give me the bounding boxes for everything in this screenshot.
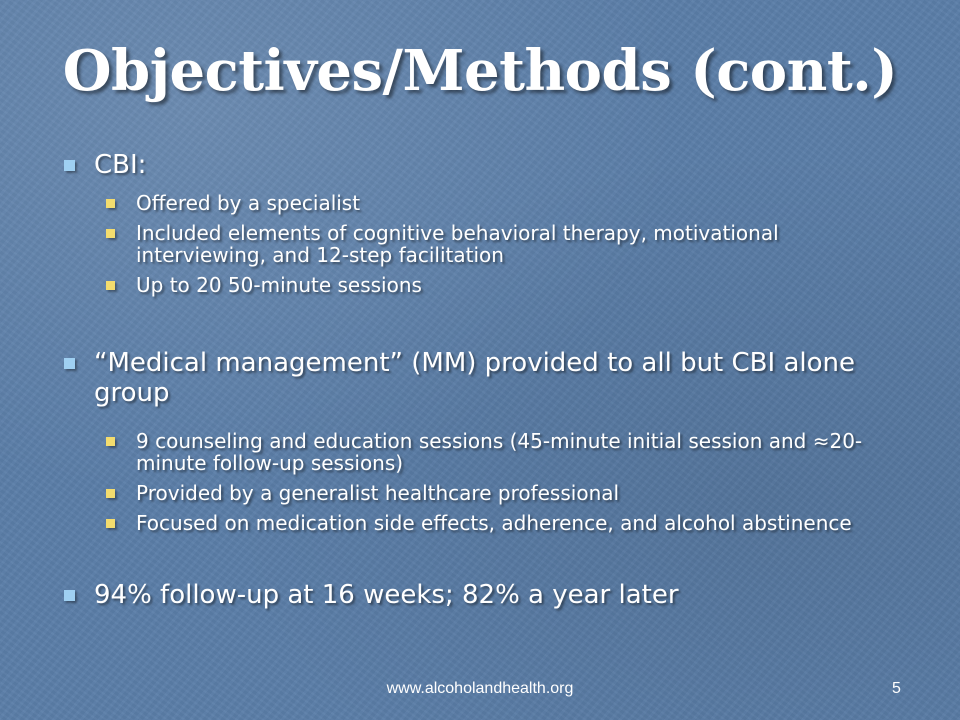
sub-bullet-text: Focused on medication side effects, adherence, and alcohol abstinence — [136, 511, 852, 535]
sub-bullet — [106, 430, 914, 474]
sub-bullet-text: 9 counseling and education sessions (45-minute initial session and ≈20-minute follow-up sessions) — [136, 429, 863, 475]
sub-bullet-text: Provided by a generalist healthcare professional — [136, 481, 620, 505]
page-number: 5 — [892, 680, 901, 697]
footer-url: www.alcoholandhealth.org — [386, 680, 574, 697]
square-bullet-icon — [106, 199, 115, 208]
bullet-cbi — [64, 150, 914, 180]
square-bullet-icon — [106, 281, 115, 290]
square-bullet-icon — [106, 489, 115, 498]
sub-bullet-text: Up to 20 50-minute sessions — [136, 273, 422, 297]
square-bullet-icon — [106, 229, 115, 238]
slide-content — [64, 150, 914, 610]
square-bullet-icon — [106, 437, 115, 446]
square-bullet-icon — [106, 519, 115, 528]
sub-bullet — [106, 512, 914, 534]
bullet-follow-up — [64, 580, 914, 610]
slide-title: Objectives/Methods (cont.) — [62, 38, 898, 104]
square-bullet-icon — [64, 160, 75, 171]
sub-bullet — [106, 274, 914, 296]
bullet-text: CBI: — [94, 150, 147, 180]
square-bullet-icon — [64, 590, 75, 601]
bullet-medical-management — [64, 348, 914, 408]
sub-bullet — [106, 482, 914, 504]
sub-bullet — [106, 192, 914, 214]
bullet-text: “Medical management” (MM) provided to all but CBI alone group — [94, 348, 855, 408]
sub-bullet-text: Offered by a specialist — [136, 191, 361, 215]
square-bullet-icon — [64, 358, 75, 369]
sub-bullet — [106, 222, 914, 266]
sub-bullet-text: Included elements of cognitive behavioral therapy, motivational interviewing, and 12-step facilitation — [136, 221, 779, 267]
bullet-text: 94% follow-up at 16 weeks; 82% a year later — [94, 580, 679, 610]
